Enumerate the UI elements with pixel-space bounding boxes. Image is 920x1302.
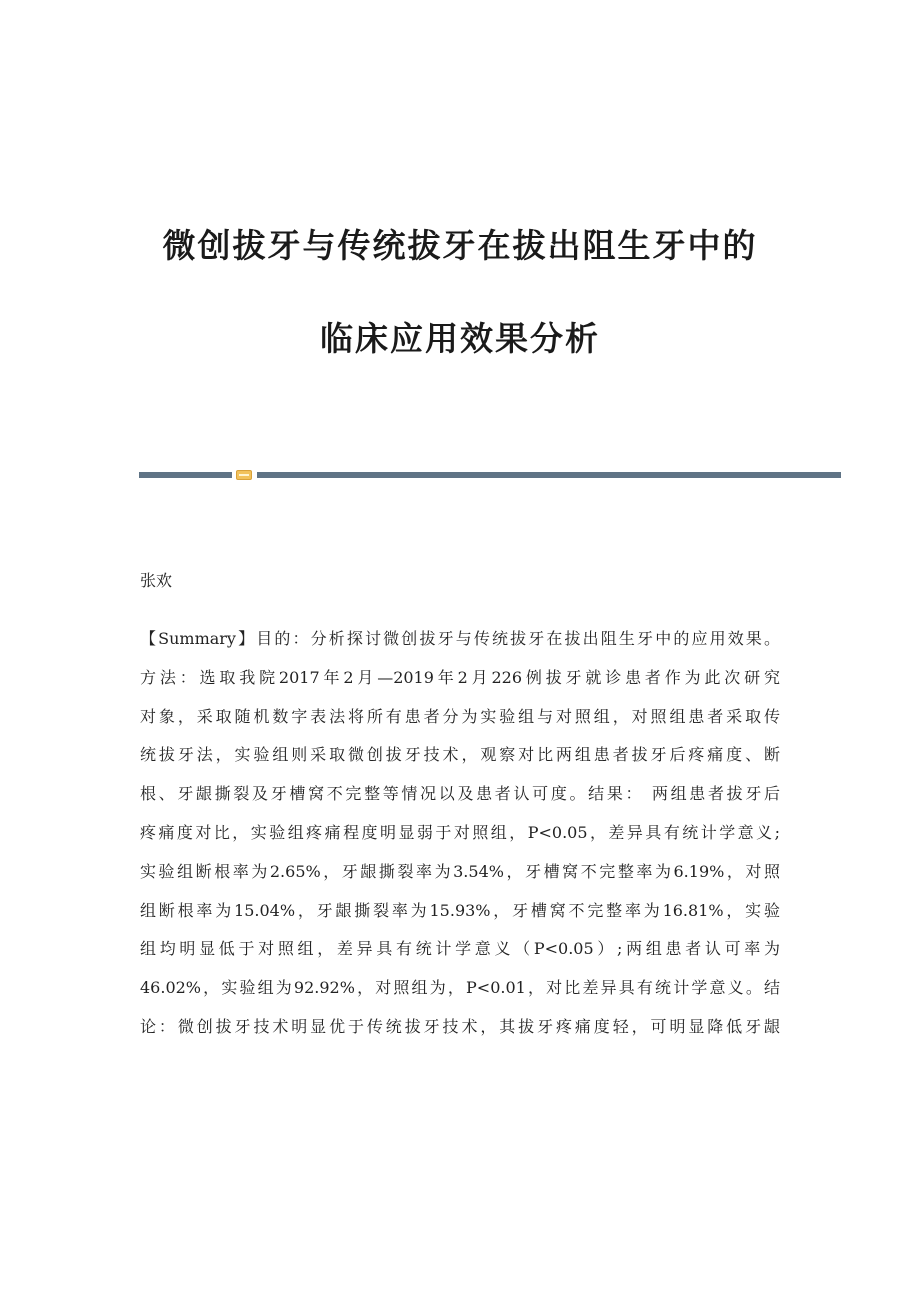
divider-bar-left (139, 472, 232, 478)
abstract-line-10: 46.02%，实验组为92.92%，对照组为，P<0.01，对比差异具有统计学意义。结 (140, 978, 780, 998)
divider-ornament-icon (236, 470, 252, 480)
abstract-line-9: 组均明显低于对照组，差异具有统计学意义（P<0.05）;两组患者认可率为 (140, 939, 780, 959)
author-name: 张欢 (140, 571, 173, 590)
abstract-body (140, 620, 780, 1047)
abstract-line-3: 对象，采取随机数字表法将所有患者分为实验组与对照组，对照组患者采取传 (140, 706, 780, 726)
title-line-2: 临床应用效果分析 (320, 319, 600, 358)
abstract-line-1: 【Summary】目的：分析探讨微创拔牙与传统拔牙在拔出阻生牙中的应用效果。 (140, 629, 780, 648)
abstract-line-4: 统拔牙法，实验组则采取微创拔牙技术，观察对比两组患者拔牙后疼痛度、断 (140, 745, 780, 765)
divider-bar-right (257, 472, 841, 478)
abstract-line-8: 组断根率为15.04%，牙龈撕裂率为15.93%，牙槽窝不完整率为16.81%，实验 (140, 900, 780, 920)
abstract-line-11: 论：微创拔牙技术明显优于传统拔牙技术，其拔牙疼痛度轻，可明显降低牙龈 (140, 1016, 780, 1036)
abstract-line-7: 实验组断根率为2.65%，牙龈撕裂率为3.54%，牙槽窝不完整率为6.19%，对照 (140, 861, 780, 881)
abstract-line-2: 方法：选取我院2017年2月—2019年2月226例拔牙就诊患者作为此次研究 (140, 667, 780, 687)
title-line-1: 微创拔牙与传统拔牙在拔出阻生牙中的 (162, 226, 758, 265)
abstract-line-6: 疼痛度对比，实验组疼痛程度明显弱于对照组，P<0.05，差异具有统计学意义; (140, 822, 780, 842)
abstract-line-5: 根、牙龈撕裂及牙槽窝不完整等情况以及患者认可度。结果： 两组患者拔牙后 (140, 784, 780, 804)
title-divider (139, 470, 841, 480)
